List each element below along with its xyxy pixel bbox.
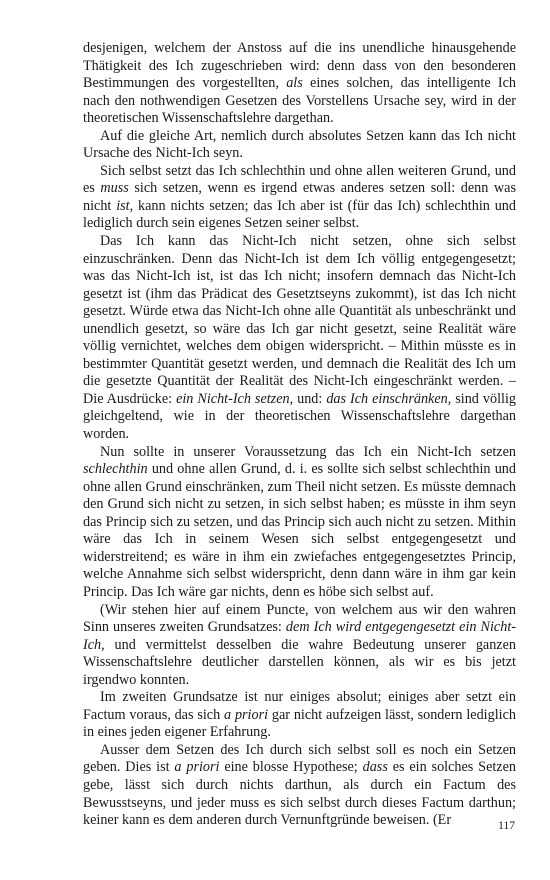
italic-run: dem Ich wird entgegengesetzt ein Nicht-Ich	[83, 619, 516, 653]
text-run: Sich selbst setzt das Ich schlechthin und ohne allen weiteren Grund, und es	[83, 162, 516, 197]
text-run: Das Ich kann das Nicht-Ich nicht setzen, ohne sich selbst einzuschränken. Denn das Nicht-Ich ist dem Ich völlig entgegengesetzt; was das Nicht-Ich ist, ist das Ich nicht; insofern demnach das Nicht-Ich gesetzt ist (ihm das Prädicat des Gesetztseyns zukommt), ist das Ich nicht gesetzt. Würde etwa das Nicht-Ich ohne alle Quantität als unbeschränkt und unendlich gesetzt, so wäre das Ich gar nicht gesetzt, seine Realität wäre völlig vernichtet, welches dem obigen widerspricht. – Mithin müsste es in bestimmter Quantität gesetzt werden, und demnach die Realität des Ich um die gesetzte Quantität der Realität des Nicht-Ich eingeschränkt werden. – Die Ausdrücke:	[83, 233, 516, 407]
text-run: und ohne allen Grund, d. i. es sollte sich selbst schlechthin und ohne allen Grund einschränken, zum Theil nicht setzen. Es müsste demnach den Grund sich nicht zu setzen, in sich selbst haben; es müsste in ihm seyn das Princip sich zu setzen, und das Princip sich auch nicht zu setzen. Mithin wäre das Ich in seinem Wesen sich selbst entgegengesetzt und widerstreitend; es wäre in ihm ein zwiefaches entgegengesetztes Princip, welche Annahme sich selbst widerspricht, denn dann wäre in ihm gar kein Princip. Das Ich wäre gar nichts, denn es höbe sich selbst auf.	[83, 461, 516, 600]
body-text	[83, 40, 516, 830]
text-run: (Wir stehen hier auf einem Puncte, von welchem aus wir den wahren Sinn unseres zweiten Grundsatzes:	[83, 601, 516, 636]
text-run: Auf die gleiche Art, nemlich durch absolutes Setzen kann das Ich nicht Ursache des Nicht-Ich seyn.	[83, 127, 516, 162]
page-number: 117	[498, 820, 515, 832]
paragraph	[83, 689, 516, 742]
paragraph	[83, 163, 516, 233]
text-run: , sind völlig gleichgeltend, wie in der theoretischen Wissenschaftslehre dargethan worden.	[83, 390, 516, 443]
italic-run: dass	[362, 759, 388, 776]
text-run: Im zweiten Grundsatze ist nur einiges absolut; einiges aber setzt ein Factum voraus, das sich	[83, 689, 516, 723]
paragraph	[83, 40, 516, 128]
italic-run: als	[286, 75, 303, 92]
italic-run: schlechthin	[83, 461, 148, 478]
paragraph	[83, 128, 516, 163]
italic-run: ein Nicht-Ich setzen	[176, 390, 290, 407]
paragraph	[83, 742, 516, 830]
text-run: , und vermittelst desselben die wahre Bedeutung unserer ganzen Wissenschaftslehre deutlicher darstellen können, als wir es bis jetzt irgendwo konnten.	[83, 636, 516, 688]
paragraph	[83, 233, 516, 444]
italic-run: muss	[100, 180, 129, 197]
text-run: gar nicht aufzeigen lässt, sondern lediglich in eines jeden eigener Erfahrung.	[83, 706, 516, 741]
text-run: eines solchen, das intelligente Ich nach den nothwendigen Gesetzen des Vorstellens Ursache sey, wird in der theoretischen Wissenschaftslehre dargethan.	[83, 75, 516, 127]
italic-run: a priori	[174, 759, 220, 776]
text-run: Ausser dem Setzen des Ich durch sich selbst soll es noch ein Setzen geben. Dies ist	[83, 741, 516, 776]
text-run: desjenigen, welchem der Anstoss auf die ins unendliche hinausgehende Thätigkeit des Ich zugeschrieben wird: denn dass von den besonderen Bestimmungen des vorgestellten,	[83, 40, 516, 92]
text-run: , kann nichts setzen; das Ich aber ist (für das Ich) schlechthin und lediglich durch sein eigenes Setzen seiner selbst.	[83, 197, 516, 232]
text-run: eine blosse Hypothese;	[219, 759, 363, 776]
paragraph	[83, 602, 516, 690]
italic-run: das Ich einschränken	[326, 390, 448, 407]
italic-run: ist	[116, 197, 130, 214]
text-run: sich setzen, wenn es irgend etwas anderes setzen soll: denn was nicht	[83, 180, 516, 214]
italic-run: a priori	[224, 706, 269, 723]
text-run: es ein solches Setzen gebe, lässt sich durch nichts darthun, als durch ein Factum des Bewusstseyns, und jeder muss es sich selbst durch dieses Factum darthun; keiner kann es dem anderen durch Vernunftgründe beweisen. (Er	[83, 759, 516, 829]
text-run: Nun sollte in unserer Voraussetzung das Ich ein Nicht-Ich setzen	[100, 443, 516, 460]
paragraph	[83, 444, 516, 602]
text-run: , und:	[289, 390, 327, 407]
